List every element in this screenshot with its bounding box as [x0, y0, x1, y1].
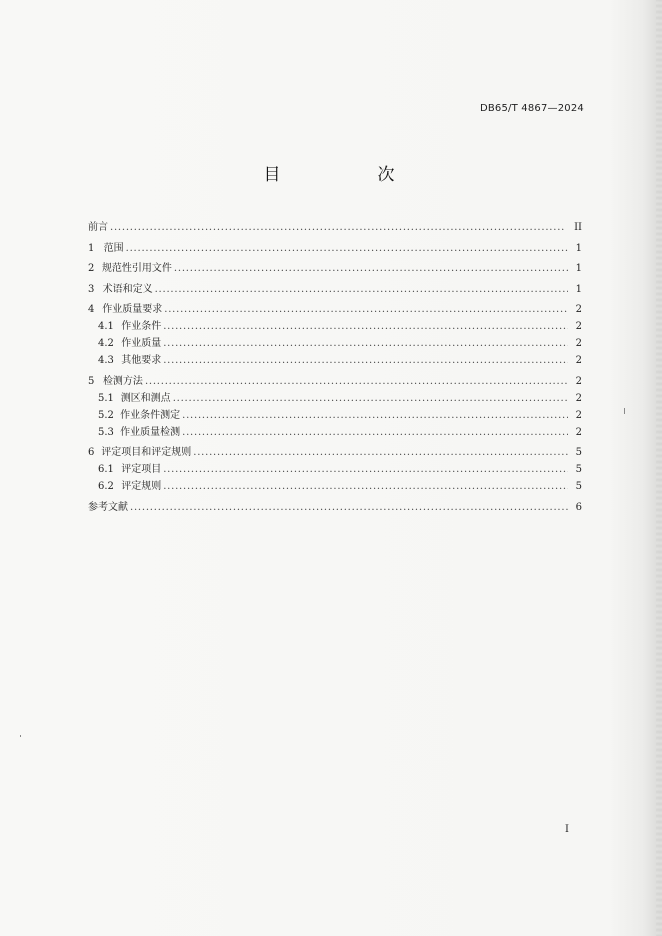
- page-number: I: [565, 824, 569, 835]
- toc-page: 2: [575, 338, 582, 349]
- toc-entry[interactable]: [88, 335, 582, 352]
- toc-leader: [182, 407, 568, 424]
- toc-number: 6: [88, 447, 95, 458]
- toc-label: 测区和测点: [120, 392, 171, 404]
- toc-page: 2: [575, 426, 582, 438]
- toc-number: 5: [88, 375, 95, 387]
- document-code: DB65/T 4867—2024: [479, 103, 584, 114]
- toc-page: 5: [575, 447, 582, 458]
- toc-page: 2: [575, 304, 582, 315]
- toc-number: 4.2: [98, 338, 114, 349]
- toc-page: 1: [575, 263, 582, 274]
- toc-page: 6: [575, 501, 582, 513]
- toc-label: 作业质量: [121, 338, 162, 349]
- toc-label: 术语和定义: [102, 283, 153, 295]
- toc-leader: [163, 461, 568, 478]
- toc-entry[interactable]: [88, 219, 582, 236]
- toc-label: 作业条件测定: [120, 409, 181, 421]
- toc-number: 4.3: [98, 355, 114, 366]
- toc-label: 作业质量检测: [120, 426, 181, 438]
- scan-edge: [656, 0, 662, 936]
- toc-label: 前言: [88, 222, 108, 233]
- toc-number: 5.1: [98, 392, 114, 404]
- toc-entry[interactable]: [88, 499, 582, 516]
- toc-page: 5: [575, 481, 582, 492]
- toc-leader: [174, 260, 568, 277]
- toc-label: 其他要求: [121, 355, 162, 366]
- toc-entry[interactable]: [88, 373, 582, 390]
- toc-label: 范围: [103, 242, 124, 254]
- toc-page: II: [574, 222, 582, 233]
- toc-label: 参考文献: [88, 501, 128, 513]
- toc-number: 3: [88, 283, 95, 295]
- toc-leader: [110, 219, 568, 236]
- toc-label: 检测方法: [102, 375, 143, 387]
- toc-entry[interactable]: [88, 352, 582, 369]
- toc-page: 1: [575, 242, 582, 254]
- toc-number: 2: [88, 263, 95, 274]
- toc-page: 2: [575, 321, 582, 332]
- toc-entry[interactable]: [88, 281, 582, 298]
- toc-number: 4.1: [98, 321, 114, 332]
- toc-entry[interactable]: [88, 390, 582, 407]
- toc-leader: [126, 240, 568, 257]
- toc-label: 规范性引用文件: [101, 263, 172, 274]
- toc-leader: [145, 373, 568, 390]
- toc-leader: [173, 390, 568, 407]
- toc-leader: [163, 352, 568, 369]
- toc-entry[interactable]: [88, 407, 582, 424]
- toc-leader: [163, 335, 568, 352]
- toc-page: 2: [575, 409, 582, 421]
- toc-entry[interactable]: [88, 240, 582, 257]
- toc-label: 作业质量要求: [102, 304, 163, 315]
- toc-leader: [182, 424, 568, 441]
- toc-label: 作业条件: [121, 321, 162, 332]
- toc-number: 5.3: [98, 426, 114, 438]
- toc-number: 5.2: [98, 409, 114, 421]
- page-title: 目 次: [263, 165, 435, 185]
- toc-label: 评定规则: [121, 481, 162, 492]
- toc-leader: [164, 301, 568, 318]
- toc-page: 2: [575, 392, 582, 404]
- toc-label: 评定项目: [121, 464, 162, 475]
- scan-speck: [624, 408, 625, 414]
- toc-number: 1: [88, 242, 95, 254]
- toc-entry[interactable]: [88, 444, 582, 461]
- toc-leader: [163, 478, 568, 495]
- toc-leader: [163, 318, 568, 335]
- toc-entry[interactable]: [88, 301, 582, 318]
- toc-leader: [130, 499, 568, 516]
- toc-entry[interactable]: [88, 461, 582, 478]
- toc-entry[interactable]: [88, 424, 582, 441]
- toc-page: 1: [575, 283, 582, 295]
- toc-entry[interactable]: [88, 260, 582, 277]
- toc-label: 评定项目和评定规则: [101, 447, 192, 458]
- toc-entry[interactable]: [88, 478, 582, 495]
- toc-number: 6.1: [98, 464, 114, 475]
- toc-number: 4: [88, 304, 95, 315]
- toc-page: 5: [575, 464, 582, 475]
- toc-entry[interactable]: [88, 318, 582, 335]
- toc-leader: [155, 281, 568, 298]
- table-of-contents: [88, 219, 582, 516]
- scan-speck: [20, 735, 21, 737]
- toc-leader: [193, 444, 568, 461]
- toc-number: 6.2: [98, 481, 114, 492]
- toc-page: 2: [575, 375, 582, 387]
- toc-page: 2: [575, 355, 582, 366]
